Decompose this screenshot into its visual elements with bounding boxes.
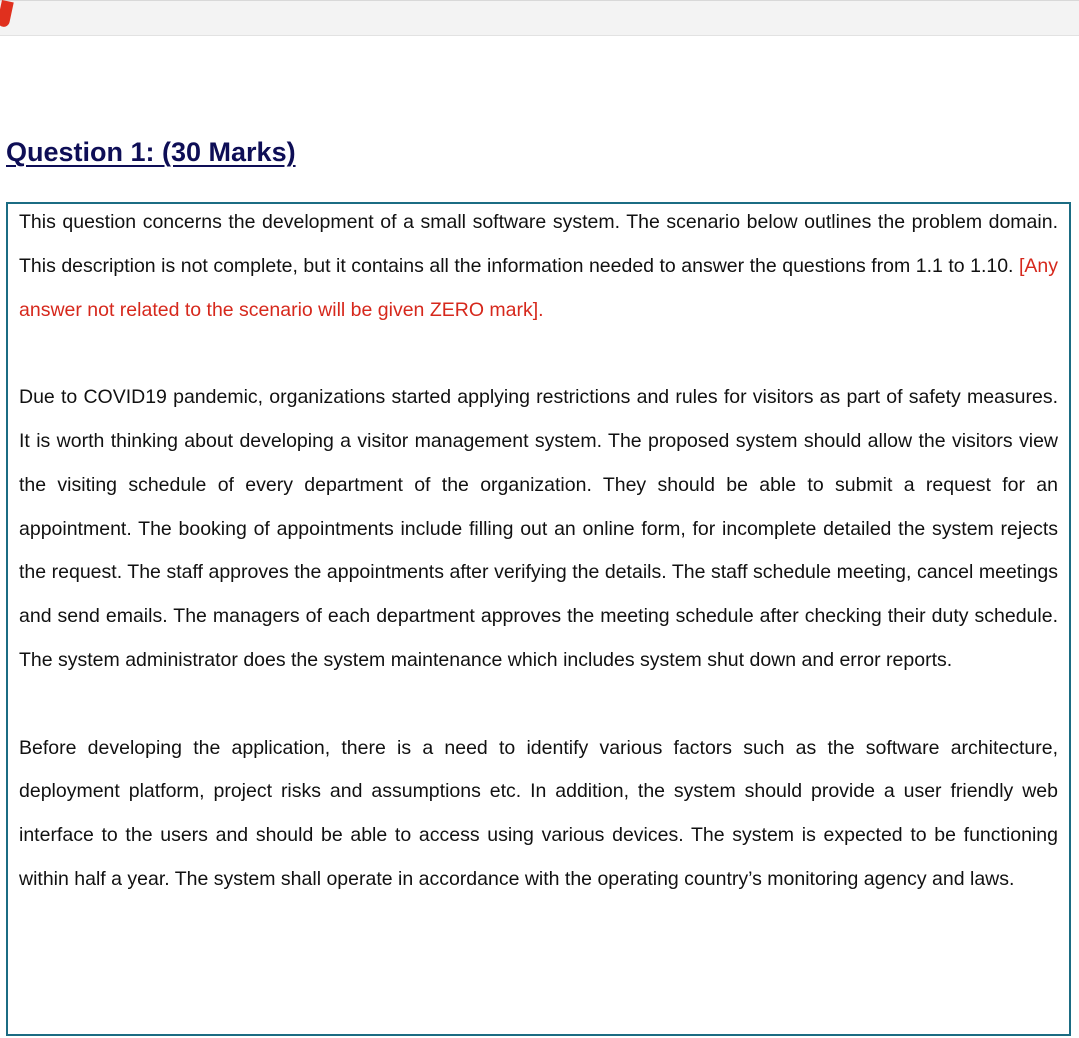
scenario-paragraph: Due to COVID19 pandemic, organizations started applying restrictions and rules for visitors as part of safety measures. It is worth thinking about developing a visitor management system. The proposed system should allow the visitors view the visiting schedule of every department of the organization. They should be able to submit a request for an appointment. The booking of appointments include filling out an online form, for incomplete detailed the system rejects the request. The staff approves the appointments after verifying the details. The staff schedule meeting, cancel meetings and send emails. The managers of each department approves the meeting schedule after checking their duty schedule. The system administrator does the system maintenance which includes system shut down and error reports. bbox=[19, 386, 1058, 671]
requirements-paragraph: Before developing the application, there is a need to identify various factors such as the software architecture, deployment platform, project risks and assumptions etc. In addition, the system should provide a user friendly web interface to the users and should be able to access using various devices. The system is expected to be functioning within half a year. The system shall operate in accordance with the operating country’s monitoring agency and laws. bbox=[19, 736, 1058, 890]
intro-paragraph bbox=[19, 201, 1058, 332]
question-heading: Question 1: (30 Marks) bbox=[6, 137, 296, 167]
question-box bbox=[6, 202, 1071, 1036]
zero-mark-warning: [Any answer not related to the scenario will be given ZERO mark]. bbox=[19, 254, 1058, 321]
intro-text: This question concerns the development of a small software system. The scenario below outlines the problem domain. This description is not complete, but it contains all the information needed to answer the questions from 1.1 to 1.10. bbox=[19, 211, 1058, 277]
top-toolbar bbox=[0, 0, 1079, 36]
paragraph-gap bbox=[19, 332, 1058, 376]
paragraph-gap bbox=[19, 683, 1058, 727]
